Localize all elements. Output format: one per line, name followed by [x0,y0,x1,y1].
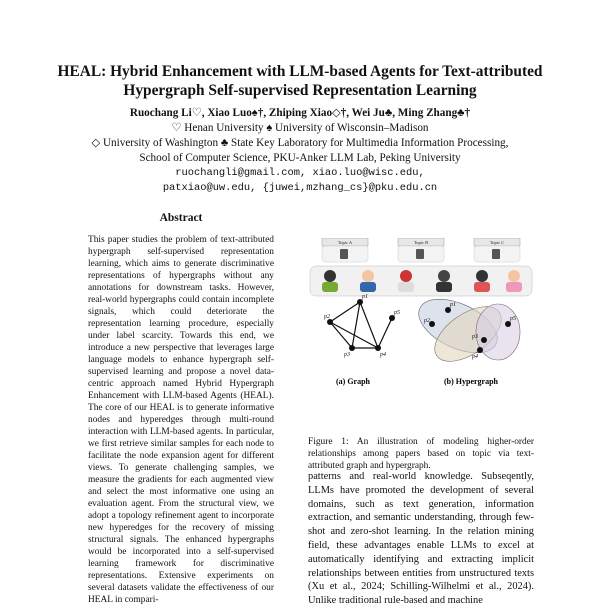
hyper-node-p5: p5 [510,316,516,322]
hyper-node-p2: p2 [424,318,430,324]
title-line-1: HEAL: Hybrid Enhancement with LLM-based Agents for Text-attributed [57,63,543,80]
figure-illustration [308,238,534,390]
figure-label-a: (a) Graph [336,377,370,386]
node-p1-label: p1 [362,294,368,300]
topic-a-label: Topic A [337,240,353,245]
graph-a [330,302,392,348]
affiliation-line-1: ♡ Henan University ♠ University of Wisconsin–Madison [171,122,429,134]
figure-caption: Figure 1: An illustration of modeling higher-order relationships among papers based on topic via text-attributed graph and hypergraph. [308,437,534,471]
node-p3-label: p3 [344,352,350,358]
node-p4-label: p4 [380,352,386,358]
hyper-node-p4: p4 [472,354,478,360]
node-p2-label: p2 [324,314,330,320]
topic-b-label: Topic B [413,240,429,245]
author-names: Ruochang Li♡, Xiao Luo♠†, Zhiping Xiao◇†, Wei Ju♣, Ming Zhang♣† [129,107,471,119]
people-strip [310,266,532,296]
right-column-body [308,470,534,608]
topic-a-tab [322,238,368,246]
hypergraph-b [411,288,520,372]
email-line-1: ruochangli@gmail.com, xiao.luo@wisc.edu, [175,167,425,179]
abstract-text: This paper studies the problem of text-attributed hypergraph self-supervised representation learning, which aims to generate discriminative representations of hypergraphs without any annotations for downstream tasks. However, real-world hypergraphs could contain incomplete signals, which could deteriorate the representation learning procedure, especially under label scarcity. Towards this end, we introduce a new perspective that leverages large language models to enhance hypergraph self-supervised learning and propose a novel data-centric approach named Hybrid Hypergraph Enhancement with LLM-based Agents (HEAL). The core of our HEAL is to generate informative nodes and hyperedges through multi-round interaction with LLM-based agents. In particular, we first retrieve similar samples for each node to facilitate the node expansion agent for different views. To generate challenging samples, we measure the gradients for each augmented view and select the most informative one using an evaluation agent. From the structural view, we adopt a topology refinement agent to incorporate new hyperedges for the recovery of missing structural signals. The enhanced hypergraphs would be incorporated into a self-supervised learning framework for discriminative representations. Extensive experiments on several datasets validate the effectiveness of our HEAL in compari- [88,235,274,605]
node-p5-label: p5 [394,310,400,316]
body-text: patterns and real-world knowledge. Subseqently, LLMs have promoted the development of several domains, such as text generation, information extraction, and semantic understanding, through few-shot and zero-shot learning. In the relation mining field, these advantages enable LLMs to excel at automatically identifying and extracting implicit relationships between entities from unstructured texts (Xu et al., 2024; Schilling-Wilhelmi et al., 2024). Unlike traditional rule-based and machine [308,471,534,607]
affiliation-line-2: ◇ University of Washington ♣ State Key Laboratory for Multimedia Information Processing, [91,137,509,149]
author-block [20,106,580,196]
figure-1 [308,238,534,390]
figure-label-b: (b) Hypergraph [444,377,498,386]
topic-c-tab [474,238,520,246]
title-line-2: Hypergraph Self-supervised Representation Learning [123,82,477,99]
graph-a-nodes [327,299,395,351]
abstract-body [88,234,274,606]
topic-c-label: Topic C [489,240,505,245]
topic-b-tab [398,238,444,246]
email-line-2: patxiao@uw.edu, {juwei,mzhang_cs}@pku.edu.cn [162,182,438,194]
hyper-node-p1: p1 [450,302,456,308]
abstract-heading: Abstract [159,212,203,224]
hyper-node-p3: p3 [472,334,478,340]
affiliation-line-3: School of Computer Science, PKU-Anker LLM Lab, Peking University [139,152,461,164]
paper-title [40,62,560,100]
